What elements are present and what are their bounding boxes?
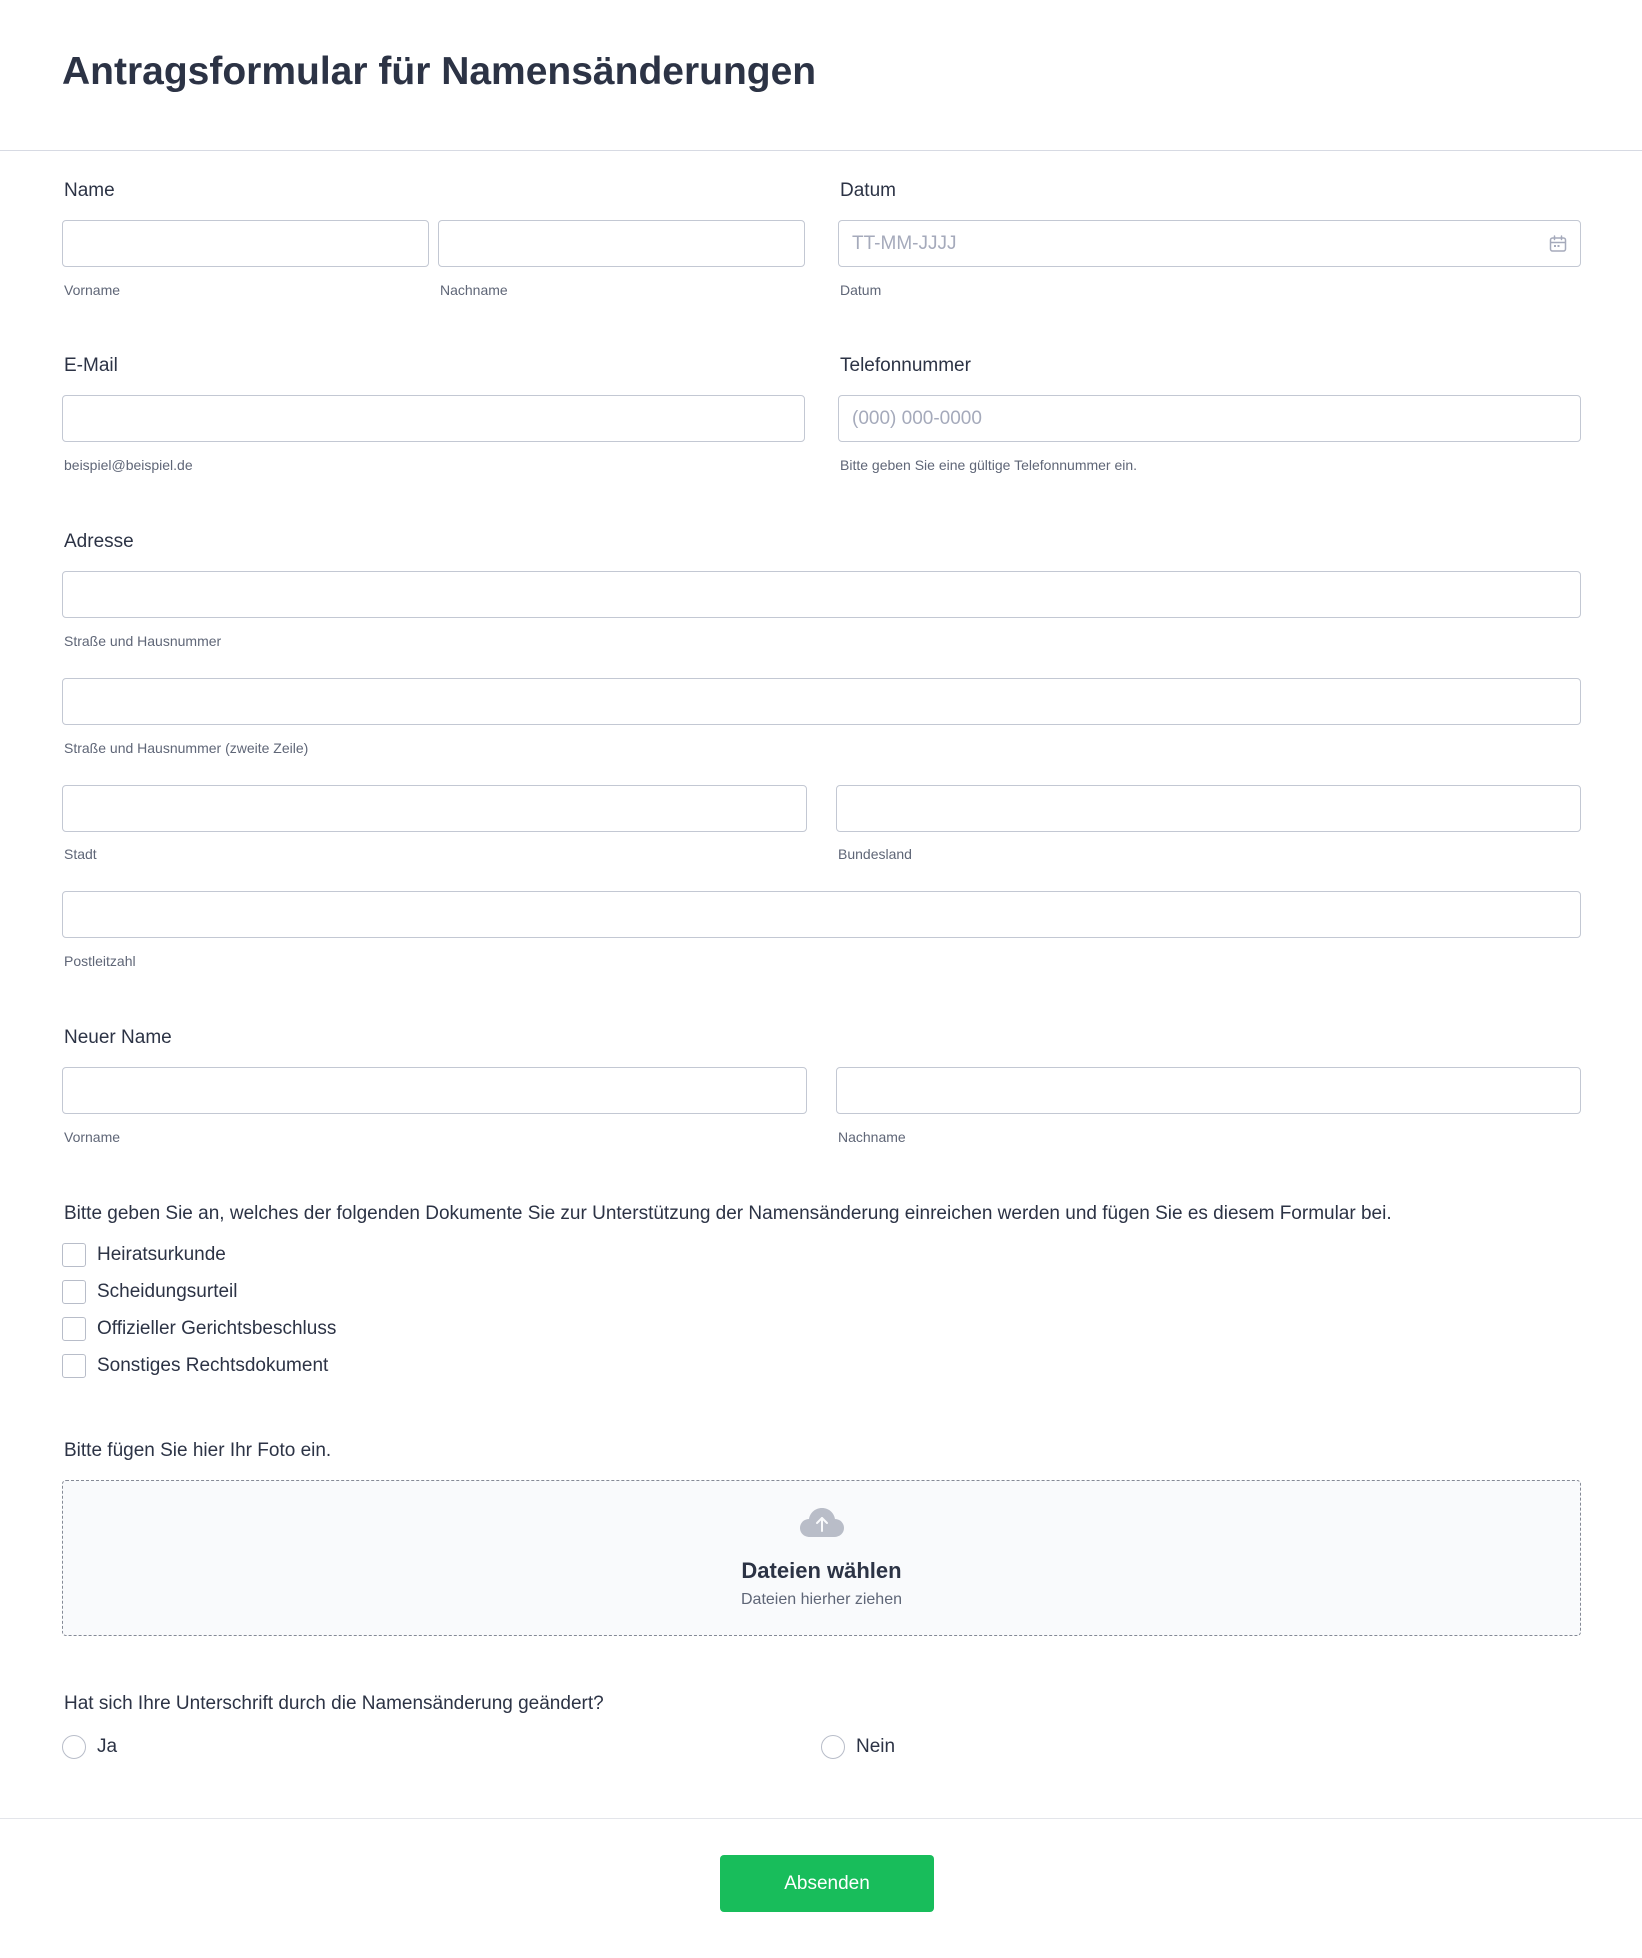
documents-question: Bitte geben Sie an, welches der folgenden Dokumente Sie zur Unterstützung der Namensänderung einreichen werden und fügen Sie es diesem Formular bei. xyxy=(64,1203,1392,1224)
email-sublabel: beispiel@beispiel.de xyxy=(64,457,193,473)
document-option-sonstiges[interactable] xyxy=(62,1354,328,1378)
document-option-scheidungsurteil[interactable] xyxy=(62,1280,237,1304)
checkbox[interactable] xyxy=(62,1317,86,1341)
last-name-input[interactable] xyxy=(438,220,805,267)
radio-button[interactable] xyxy=(821,1735,845,1759)
zip-input[interactable] xyxy=(62,891,1581,938)
photo-label: Bitte fügen Sie hier Ihr Foto ein. xyxy=(64,1440,332,1461)
upload-subtitle: Dateien hierher ziehen xyxy=(741,1591,902,1608)
option-label: Nein xyxy=(856,1736,896,1757)
last-name-sublabel: Nachname xyxy=(440,282,508,298)
cloud-upload-icon xyxy=(799,1507,845,1539)
signature-question: Hat sich Ihre Unterschrift durch die Namensänderung geändert? xyxy=(64,1693,604,1714)
city-input[interactable] xyxy=(62,785,807,832)
submit-button[interactable]: Absenden xyxy=(720,1855,934,1912)
page-title: Antragsformular für Namensänderungen xyxy=(62,50,817,93)
email-label: E-Mail xyxy=(64,355,118,376)
date-label: Datum xyxy=(840,180,896,201)
state-sublabel: Bundesland xyxy=(838,846,912,862)
street1-input[interactable] xyxy=(62,571,1581,618)
date-input[interactable] xyxy=(838,220,1581,267)
date-sublabel: Datum xyxy=(840,282,882,298)
radio-button[interactable] xyxy=(62,1735,86,1759)
new-last-name-sublabel: Nachname xyxy=(838,1129,906,1145)
document-option-gerichtsbeschluss[interactable] xyxy=(62,1317,336,1341)
new-name-label: Neuer Name xyxy=(64,1027,172,1048)
address-label: Adresse xyxy=(64,531,134,552)
name-label: Name xyxy=(64,180,115,201)
phone-label: Telefonnummer xyxy=(840,355,971,376)
option-label: Sonstiges Rechtsdokument xyxy=(97,1355,329,1376)
signature-option-ja[interactable] xyxy=(62,1735,117,1759)
street2-input[interactable] xyxy=(62,678,1581,725)
checkbox[interactable] xyxy=(62,1280,86,1304)
option-label: Scheidungsurteil xyxy=(97,1281,238,1302)
form-header xyxy=(0,0,1642,151)
first-name-input[interactable] xyxy=(62,220,429,267)
calendar-icon[interactable] xyxy=(1548,234,1568,254)
zip-sublabel: Postleitzahl xyxy=(64,953,136,969)
signature-option-nein[interactable] xyxy=(821,1735,895,1759)
option-label: Ja xyxy=(97,1736,118,1757)
street2-sublabel: Straße und Hausnummer (zweite Zeile) xyxy=(64,740,309,756)
new-first-name-input[interactable] xyxy=(62,1067,807,1114)
form-footer xyxy=(0,1818,1642,1958)
city-sublabel: Stadt xyxy=(64,846,97,862)
upload-title: Dateien wählen xyxy=(741,1558,902,1583)
email-input[interactable] xyxy=(62,395,805,442)
first-name-sublabel: Vorname xyxy=(64,282,121,298)
checkbox[interactable] xyxy=(62,1243,86,1267)
new-first-name-sublabel: Vorname xyxy=(64,1129,121,1145)
option-label: Heiratsurkunde xyxy=(97,1244,226,1265)
state-input[interactable] xyxy=(836,785,1581,832)
file-upload-dropzone[interactable] xyxy=(62,1480,1581,1636)
phone-input[interactable] xyxy=(838,395,1581,442)
new-last-name-input[interactable] xyxy=(836,1067,1581,1114)
street1-sublabel: Straße und Hausnummer xyxy=(64,633,222,649)
document-option-heiratsurkunde[interactable] xyxy=(62,1243,226,1267)
checkbox[interactable] xyxy=(62,1354,86,1378)
phone-sublabel: Bitte geben Sie eine gültige Telefonnummer ein. xyxy=(840,457,1138,473)
option-label: Offizieller Gerichtsbeschluss xyxy=(97,1318,337,1339)
